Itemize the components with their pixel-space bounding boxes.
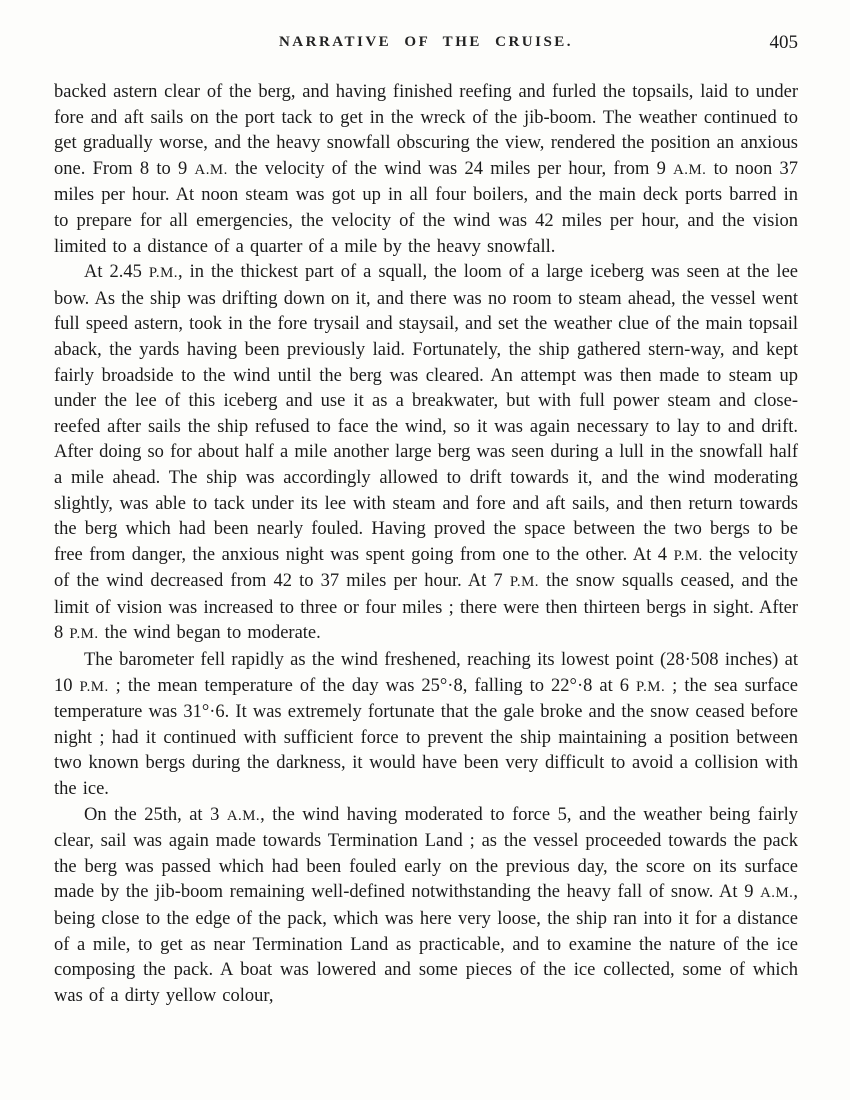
paragraph-4: On the 25th, at 3 A.M., the wind having moderated to force 5, and the weather being fairly clear, sail was again made towards Termination Land ; as the vessel proceeded towards the pack the berg was passed which had been fouled early on the previous day, the score on its surface made by the jib-boom remaining well-defined notwithstanding the heavy fall of snow. At 9 A.M., being close to the edge of the pack, which was here very loose, the ship ran into it for a distance of a mile, to get as near Termination Land as practicable, and to examine the nature of the ice composing the pack. A boat was lowered and some pieces of the ice collected, some of which was of a dirty yellow colour, xyxy=(54,804,798,1006)
page-content xyxy=(54,34,798,1009)
page-number: 405 xyxy=(769,32,798,53)
running-title: NARRATIVE OF THE CRUISE. xyxy=(278,34,574,50)
paragraph-1: backed astern clear of the berg, and having finished reefing and furled the topsails, laid to under fore and aft sails on the port tack to get in the wreck of the jib-boom. The weather continued to get gradually worse, and the heavy snowfall obscuring the view, rendered the position an anxious one. From 8 to 9 A.M. the velocity of the wind was 24 miles per hour, from 9 A.M. to noon 37 miles per hour. At noon steam was got up in all four boilers, and the main deck ports barred in to prepare for all emergencies, the velocity of the wind was 42 miles per hour, and the vision limited to a distance of a quarter of a mile by the heavy snowfall. xyxy=(54,82,798,257)
page-body xyxy=(54,80,798,1009)
page-header xyxy=(54,34,798,58)
paragraph-2: At 2.45 P.M., in the thickest part of a squall, the loom of a large iceberg was seen at the lee bow. As the ship was drifting down on it, and there was no room to steam ahead, the vessel went full speed astern, took in the fore trysail and staysail, and set the weather clue of the main topsail aback, the yards having been previously laid. Fortunately, the ship gathered stern-way, and kept fairly broadside to the wind until the berg was cleared. An attempt was then made to steam up under the lee of this iceberg and use it as a breakwater, but with full power steam and close-reefed after sails the ship refused to face the wind, so it was again necessary to lay to and drift. After doing so for about half a mile another large berg was seen during a lull in the snowfall half a mile ahead. The ship was accordingly allowed to drift towards it, and the wind moderating slightly, was able to tack under its lee with steam and fore and aft sails, and then return towards the berg which had been nearly fouled. Having proved the space between the two bergs to be free from danger, the anxious night was spent going from one to the other. At 4 P.M. the velocity of the wind decreased from 42 to 37 miles per hour. At 7 P.M. the snow squalls ceased, and the limit of vision was increased to three or four miles ; there were then thirteen bergs in sight. After 8 P.M. the wind began to moderate. xyxy=(54,262,798,644)
paragraph-3: The barometer fell rapidly as the wind freshened, reaching its lowest point (28·508 inches) at 10 P.M. ; the mean temperature of the day was 25°·8, falling to 22°·8 at 6 P.M. ; the sea surface temperature was 31°·6. It was extremely fortunate that the gale broke and the snow ceased before night ; had it continued with sufficient force to prevent the ship maintaining a position between two known bergs during the darkness, it would have been very difficult to avoid a collision with the ice. xyxy=(54,650,798,800)
